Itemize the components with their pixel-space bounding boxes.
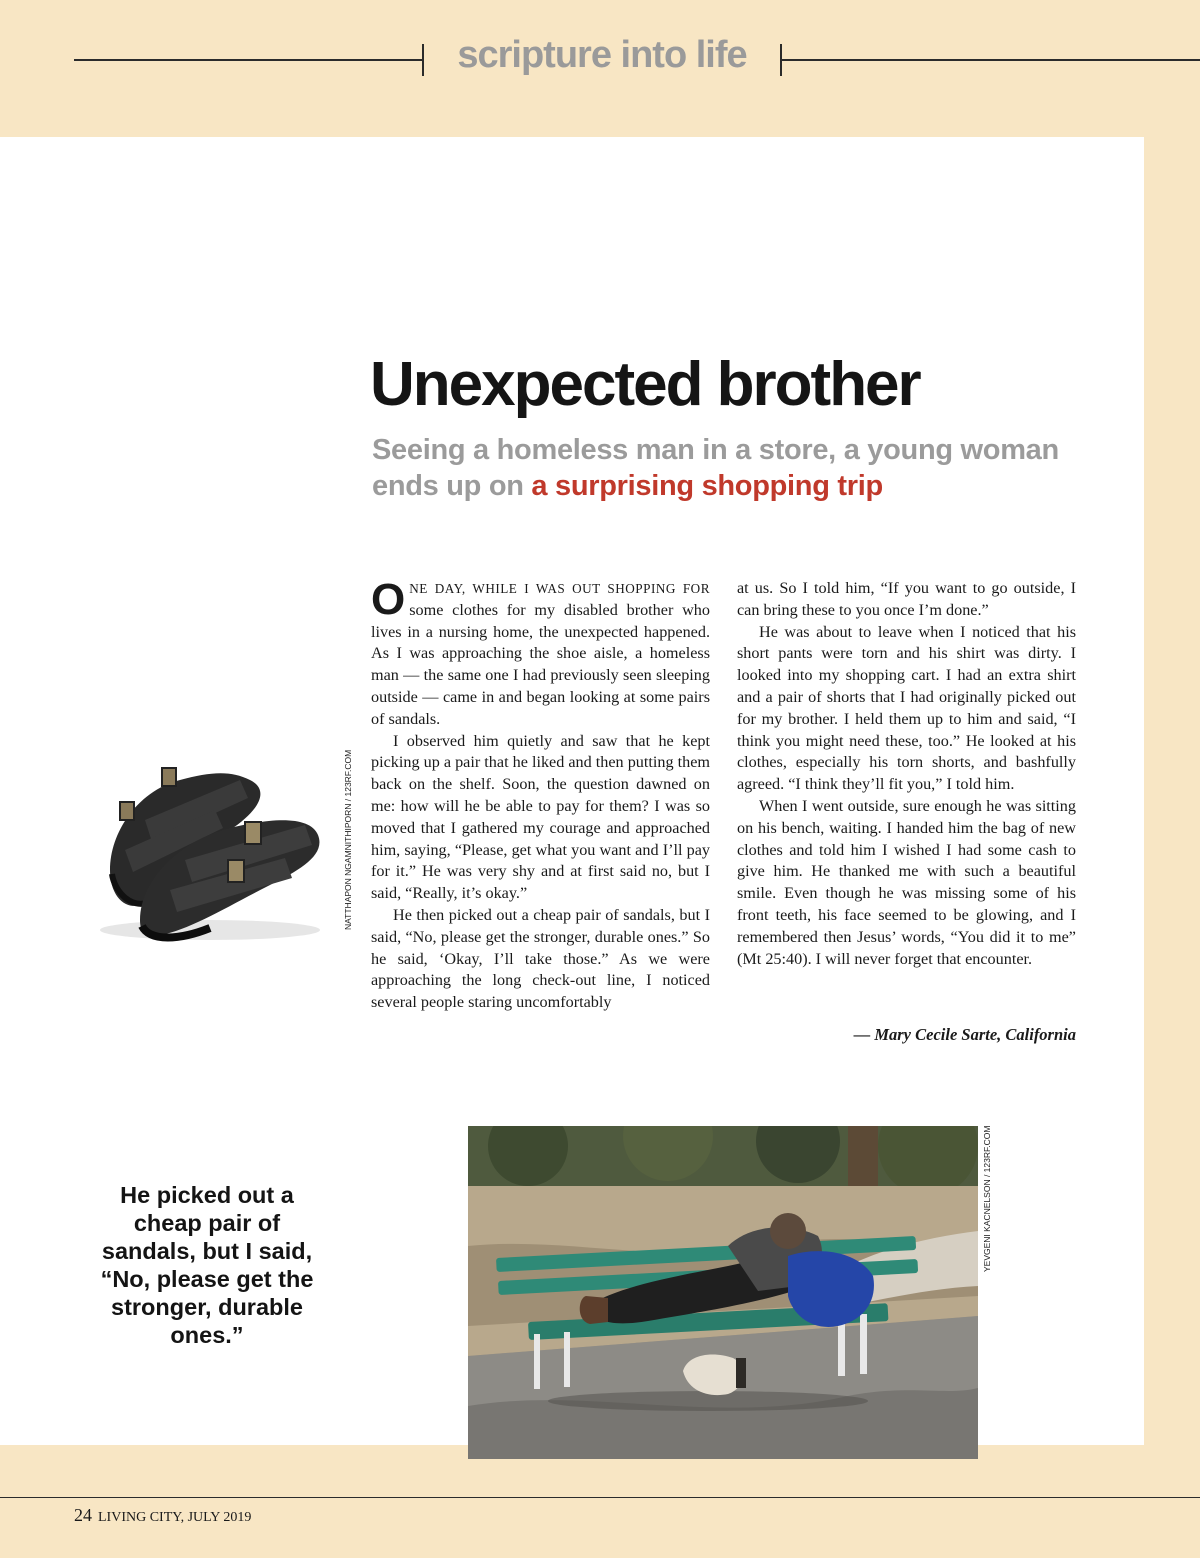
bench-scene-illustration	[468, 1126, 978, 1459]
sandals-image	[90, 750, 330, 950]
publication-info: LIVING CITY, JULY 2019	[98, 1510, 252, 1525]
body-column-2	[737, 578, 1076, 970]
pull-quote: He picked out a cheap pair of sandals, but I said, “No, please get the stronger, durable ones.”	[100, 1182, 314, 1348]
paragraph-text: some clothes for my disabled brother who lives in a nursing home, the unexpected happened. As I was approaching the shoe aisle, a homeless man — the same one I had previously seen sleeping outside — came in and began looking at some pairs of sandals.	[371, 600, 710, 728]
lead-in: NE DAY, WHILE I WAS OUT SHOPPING FOR	[409, 581, 710, 596]
body-paragraph: He was about to leave when I noticed that his short pants were torn and his shirt was dirty. I looked into my shopping cart. I had an extra shirt and a pair of shorts that I had originally picked out for my brother. I held them up to him and said, “I think you might need these, too.” He looked at his clothes, especially his torn shorts, and bashfully agreed. “I think they’ll fit you,” I told him.	[737, 622, 1076, 794]
drop-cap: O	[371, 575, 406, 624]
header-rule-left	[74, 59, 422, 61]
body-paragraph: He then picked out a cheap pair of sandals, but I said, “No, please get the stronger, durable ones.” So he said, ‘Okay, I’ll take those.” As we were approaching the long check-out line, I noticed several people staring uncomfortably	[371, 905, 710, 1012]
deck-text: Seeing a homeless man in a store, a young woman ends up on	[372, 434, 1059, 502]
page-footer	[74, 1505, 251, 1526]
body-column-1	[371, 575, 710, 1014]
article-deck	[372, 432, 1132, 504]
page-number: 24	[74, 1505, 92, 1525]
byline: — Mary Cecile Sarte, California	[853, 1025, 1076, 1044]
bench-photo	[468, 1126, 978, 1459]
body-paragraph: When I went outside, sure enough he was sitting on his bench, waiting. I handed him the bag of new clothes and told him I wished I had some cash to give him. He thanked me with such a beautiful smile. Even though he was missing some of his front teeth, his face seemed to be glowing, and I remembered then Jesus’ words, “You did it to me” (Mt 25:40). I will never forget that encounter.	[737, 796, 1076, 968]
footer-rule	[0, 1497, 1200, 1498]
body-paragraph: at us. So I told him, “If you want to go outside, I can bring these to you once I’m done.”	[737, 579, 1076, 619]
body-paragraph: I observed him quietly and saw that he kept picking up a pair that he liked and then putting them back on the shelf. Soon, the question dawned on me: how will he be able to pay for them? I was so moved that I gathered my courage and approached him, saying, “Please, get what you want and I’ll pay for it.” He was very shy and at first said no, but I said, “Really, it’s okay.”	[371, 731, 710, 903]
deck-accent: a surprising shopping trip	[531, 470, 883, 502]
photo-credit-bench: YEVGENI KACNELSON / 123RF.COM	[982, 1125, 992, 1272]
photo-credit-sandals: NATTHAPON NGAMNITHIPORN / 123RF.COM	[343, 749, 353, 930]
article-title: Unexpected brother	[370, 350, 920, 419]
header-rule-right	[782, 59, 1200, 61]
section-title: scripture into life	[457, 34, 747, 76]
body-paragraph	[371, 575, 710, 731]
